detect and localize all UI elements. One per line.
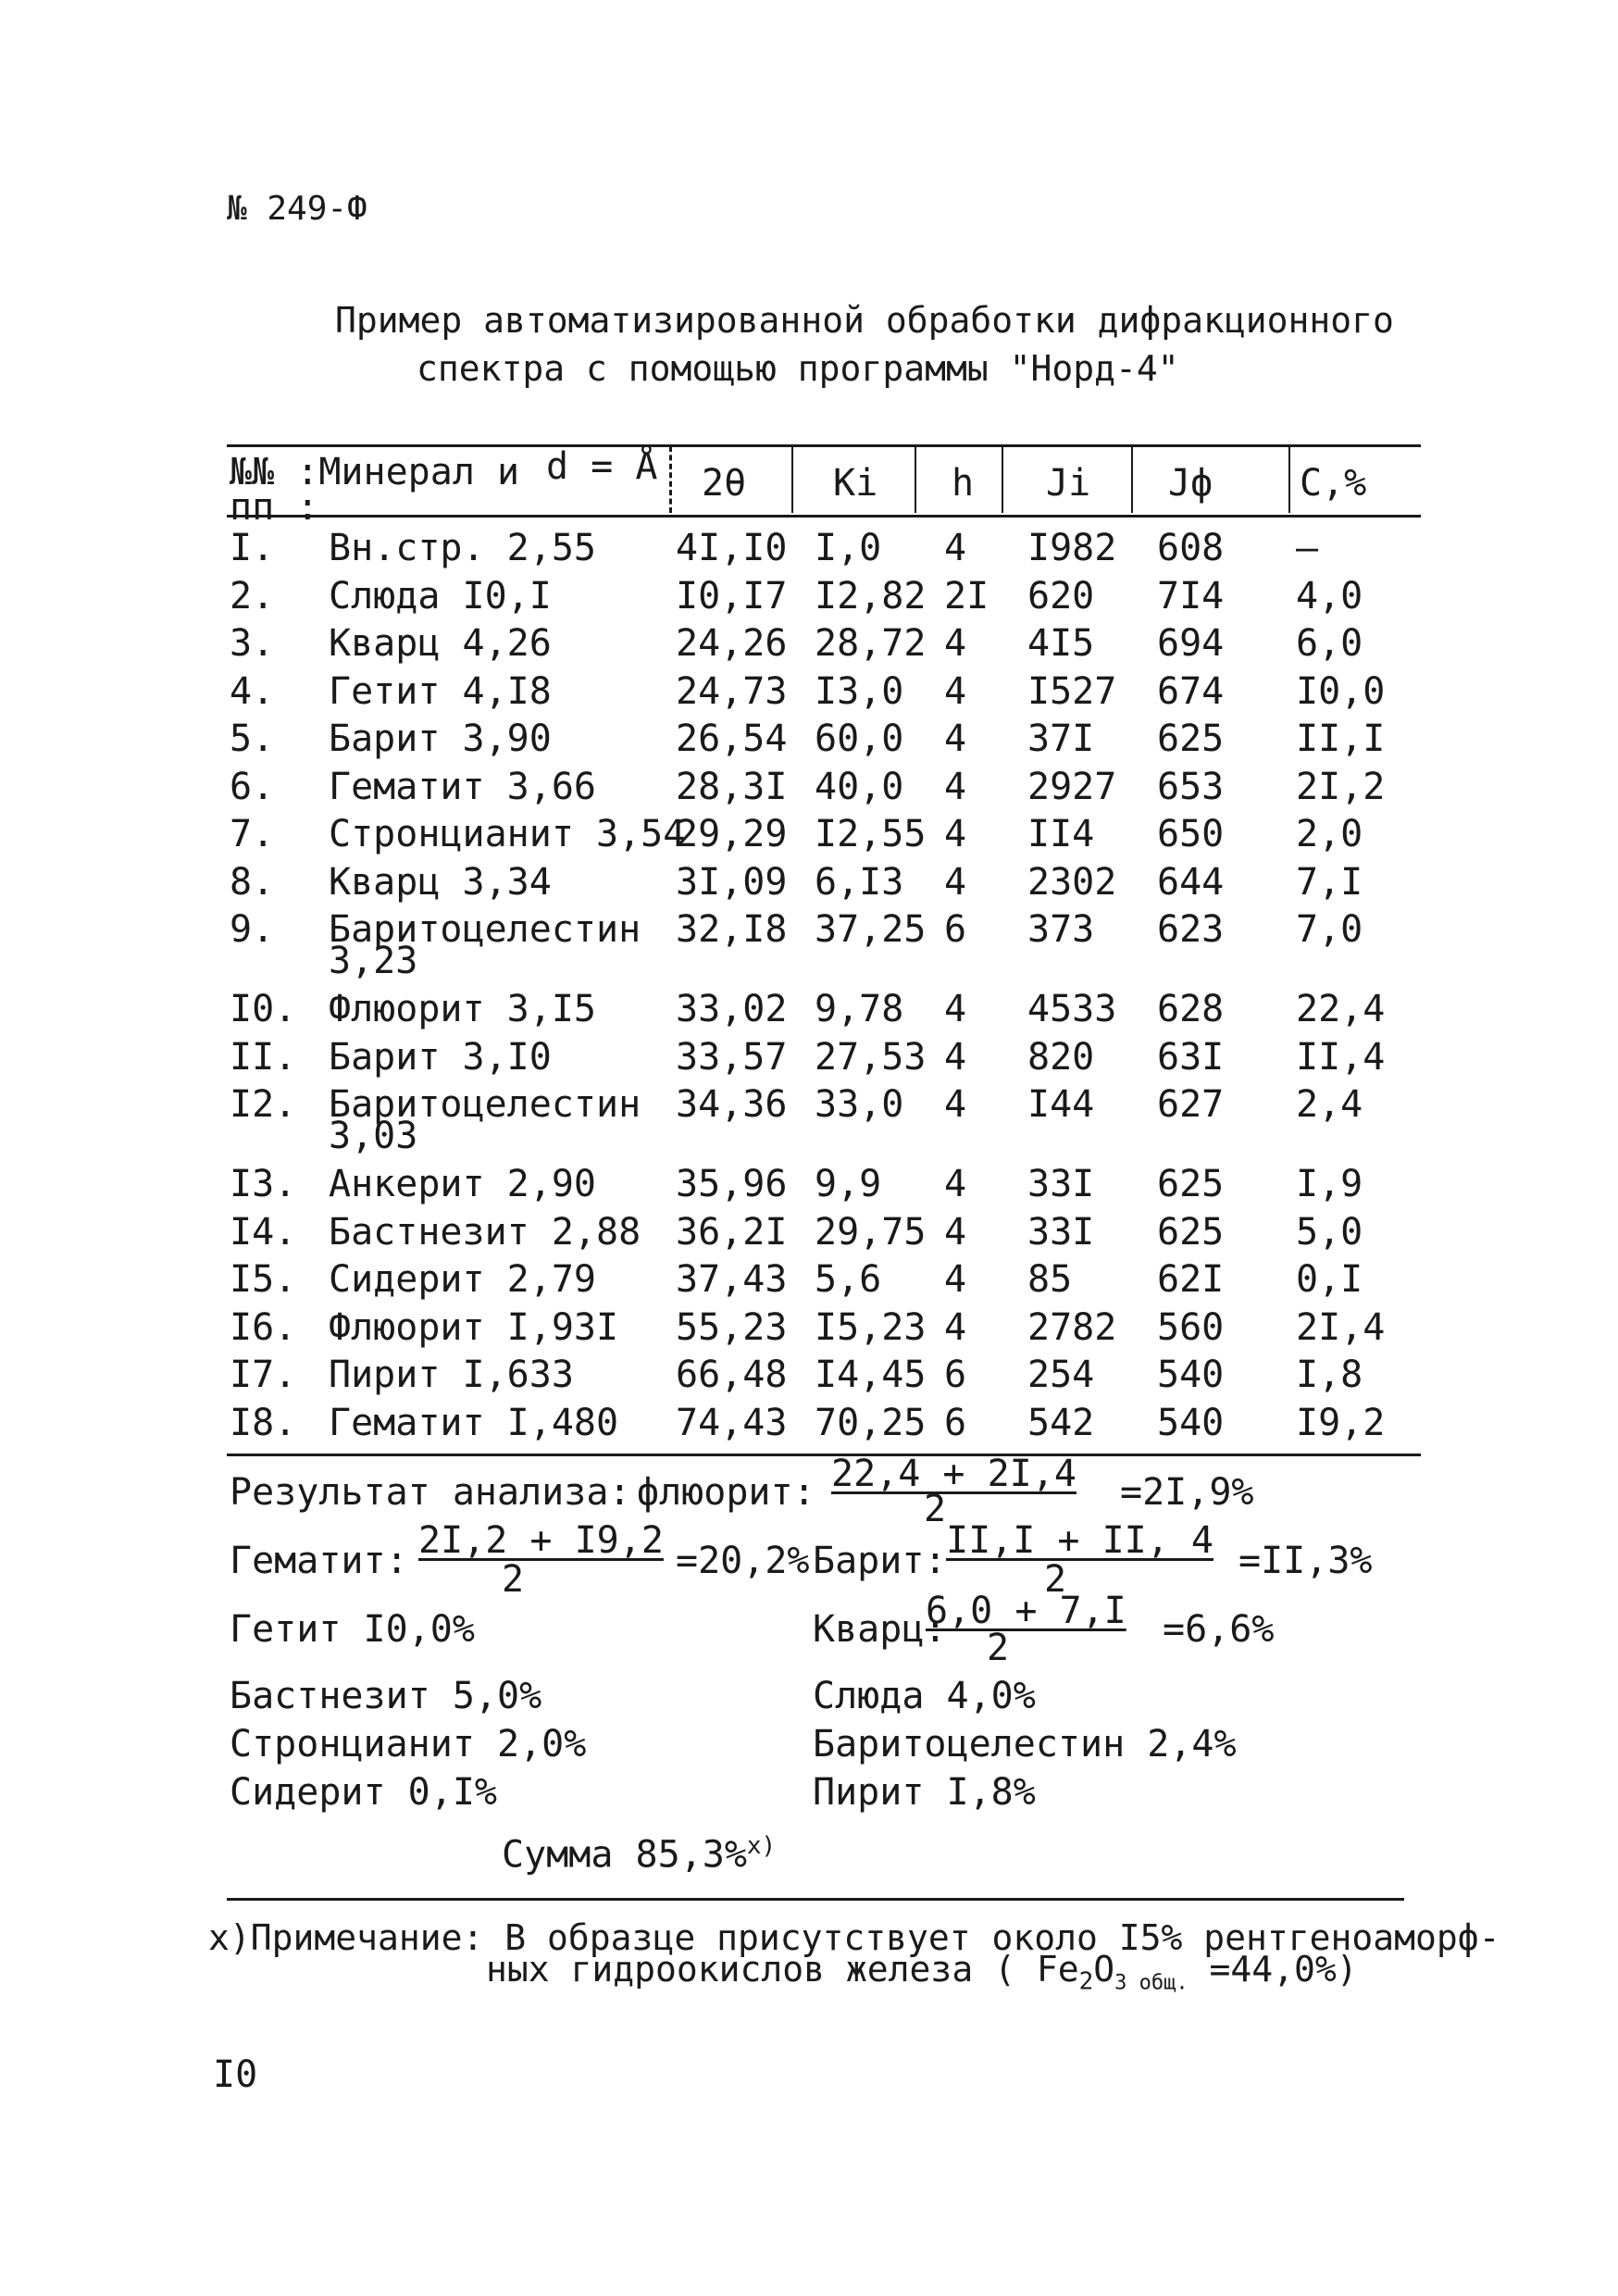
cell-jf: 560 — [1157, 1305, 1225, 1349]
cell-two-theta: 66,48 — [676, 1354, 788, 1396]
hematite-denominator: 2 — [502, 1558, 525, 1601]
cell-jf: 623 — [1157, 908, 1225, 951]
cell-c-percent: I0,0 — [1296, 669, 1386, 713]
document-number: № 249-Ф — [227, 190, 367, 228]
header-ki: Ki — [833, 462, 878, 505]
cell-c-percent: 6,0 — [1296, 622, 1363, 665]
cell-jf: 625 — [1157, 1163, 1225, 1205]
cell-ki: I2,82 — [815, 574, 927, 618]
cell-ki: 9,9 — [815, 1163, 882, 1205]
cell-h: 4 — [944, 527, 967, 569]
cell-mineral: Пирит I,633 — [329, 1354, 574, 1396]
cell-h: 4 — [944, 813, 967, 855]
cell-jf: 694 — [1157, 622, 1225, 665]
cell-number: I5. — [230, 1258, 297, 1301]
barytocelestine-result: Баритоцелестин 2,4% — [813, 1723, 1237, 1766]
cell-mineral: Гетит 4,I8 — [329, 669, 552, 713]
cell-mineral: Анкерит 2,90 — [329, 1163, 596, 1205]
cell-c-percent: I,8 — [1296, 1354, 1363, 1396]
cell-jf: 63I — [1157, 1035, 1225, 1079]
barite-denominator: 2 — [1044, 1558, 1067, 1601]
fluorite-label: флюорит: — [637, 1471, 815, 1514]
title-line-1: Пример автоматизированной обработки дифракционного — [335, 300, 1394, 341]
cell-number: 8. — [230, 860, 275, 904]
cell-ki: I5,23 — [815, 1305, 927, 1349]
cell-ji: 4533 — [1027, 988, 1117, 1030]
cell-mineral: Бастнезит 2,88 — [329, 1210, 641, 1254]
cell-number: 3. — [230, 622, 275, 665]
cell-ki: 27,53 — [815, 1035, 927, 1079]
cell-two-theta: 34,36 — [676, 1083, 788, 1126]
cell-h: 4 — [944, 669, 967, 713]
cell-h: 6 — [944, 1401, 967, 1444]
cell-ji: I44 — [1027, 1083, 1095, 1126]
cell-number: I6. — [230, 1305, 297, 1349]
cell-h: 4 — [944, 765, 967, 808]
table-bottom-rule — [227, 1454, 1421, 1456]
fluorite-numerator: 22,4 + 2I,4 — [831, 1453, 1077, 1495]
cell-c-percent: 4,0 — [1296, 574, 1363, 618]
cell-jf: 625 — [1157, 718, 1225, 760]
cell-c-percent: 0,I — [1296, 1258, 1363, 1301]
header-pp: пп : — [230, 486, 319, 529]
cell-h: 4 — [944, 718, 967, 760]
cell-jf: 7I4 — [1157, 574, 1225, 618]
header-two-theta: 2θ — [702, 462, 747, 505]
cell-jf: 627 — [1157, 1083, 1225, 1126]
cell-mineral: Флюорит I,93I — [329, 1305, 619, 1349]
quartz-result: =6,6% — [1163, 1608, 1275, 1651]
cell-mineral: Баритоцелестин — [329, 908, 641, 951]
cell-ji: I527 — [1027, 669, 1117, 713]
cell-ki: 40,0 — [815, 765, 904, 808]
cell-ji: 820 — [1027, 1035, 1095, 1079]
goethite-result: Гетит I0,0% — [230, 1608, 475, 1651]
header-c-percent: C,% — [1300, 462, 1367, 505]
cell-ki: I2,55 — [815, 813, 927, 855]
cell-ji: 33I — [1027, 1163, 1095, 1205]
cell-ki: I3,0 — [815, 669, 904, 713]
cell-ki: 33,0 — [815, 1083, 904, 1126]
cell-mineral: Баритоцелестин — [329, 1083, 641, 1126]
cell-ki: 5,6 — [815, 1258, 882, 1301]
cell-c-percent: 22,4 — [1296, 988, 1386, 1030]
quartz-denominator: 2 — [987, 1627, 1010, 1669]
results-label: Результат анализа: — [230, 1471, 631, 1514]
sum-total: Сумма 85,3%$^{x)}$ — [502, 1832, 777, 1877]
cell-ji: 33I — [1027, 1210, 1095, 1254]
bastnasite-result: Бастнезит 5,0% — [230, 1675, 542, 1717]
hematite-result: =20,2% — [676, 1540, 810, 1582]
cell-two-theta: 26,54 — [676, 718, 788, 760]
cell-number: I7. — [230, 1354, 297, 1396]
mica-result: Слюда 4,0% — [813, 1675, 1036, 1717]
cell-h: 4 — [944, 860, 967, 904]
column-divider — [1288, 446, 1290, 513]
cell-h: 4 — [944, 1305, 967, 1349]
cell-ki: 29,75 — [815, 1210, 927, 1254]
cell-two-theta: I0,I7 — [676, 574, 788, 618]
cell-ki: 37,25 — [815, 908, 927, 951]
column-divider — [669, 446, 672, 513]
header-number-mineral: №№ :Минерал и — [230, 451, 520, 493]
cell-h: 2I — [944, 574, 989, 618]
cell-c-percent: 7,0 — [1296, 908, 1363, 951]
footnote-rule — [227, 1898, 1404, 1901]
cell-h: 4 — [944, 622, 967, 665]
cell-ki: I4,45 — [815, 1354, 927, 1396]
cell-ki: 6,I3 — [815, 860, 904, 904]
cell-jf: 653 — [1157, 765, 1225, 808]
cell-ki: I,0 — [815, 527, 882, 569]
cell-number: 6. — [230, 765, 275, 808]
cell-ki: 60,0 — [815, 718, 904, 760]
cell-number: 2. — [230, 574, 275, 618]
footnote-line-1: x)Примечание: В образце присутствует около I5% рентгеноаморф- — [208, 1917, 1500, 1958]
quartz-numerator: 6,0 + 7,I — [926, 1590, 1126, 1632]
pyrite-result: Пирит I,8% — [813, 1771, 1036, 1814]
cell-number: I8. — [230, 1401, 297, 1444]
cell-c-percent: I9,2 — [1296, 1401, 1386, 1444]
cell-h: 4 — [944, 1258, 967, 1301]
cell-h: 4 — [944, 988, 967, 1030]
cell-ji: 85 — [1027, 1258, 1073, 1301]
cell-two-theta: 74,43 — [676, 1401, 788, 1444]
cell-number: II. — [230, 1035, 297, 1079]
fluorite-result: =2I,9% — [1120, 1471, 1254, 1514]
cell-jf: 608 — [1157, 527, 1225, 569]
cell-ki: 9,78 — [815, 988, 904, 1030]
page-number: I0 — [213, 2053, 258, 2096]
cell-c-percent: II,4 — [1296, 1035, 1386, 1079]
cell-jf: 540 — [1157, 1354, 1225, 1396]
cell-two-theta: 28,3I — [676, 765, 788, 808]
cell-ji: 37I — [1027, 718, 1095, 760]
cell-mineral: Кварц 3,34 — [329, 860, 552, 904]
cell-mineral: Слюда I0,I — [329, 574, 552, 618]
cell-number: 7. — [230, 813, 275, 855]
cell-c-percent: 5,0 — [1296, 1210, 1363, 1254]
strontianite-result: Стронцианит 2,0% — [230, 1723, 587, 1766]
cell-mineral-continued: 3,23 — [329, 940, 418, 982]
cell-jf: 62I — [1157, 1258, 1225, 1301]
cell-number: I0. — [230, 988, 297, 1030]
cell-c-percent: 2,4 — [1296, 1083, 1363, 1126]
cell-number: I. — [230, 527, 275, 569]
cell-ji: 373 — [1027, 908, 1095, 951]
cell-jf: 628 — [1157, 988, 1225, 1030]
cell-h: 6 — [944, 908, 967, 951]
quartz-label: Кварц: — [813, 1608, 947, 1651]
fluorite-denominator: 2 — [924, 1488, 947, 1530]
cell-number: 4. — [230, 669, 275, 713]
cell-mineral: Гематит I,480 — [329, 1401, 619, 1444]
cell-two-theta: 33,02 — [676, 988, 788, 1030]
table-header-rule — [227, 515, 1421, 518]
cell-two-theta: 4I,I0 — [676, 527, 788, 569]
cell-two-theta: 37,43 — [676, 1258, 788, 1301]
header-h: h — [952, 462, 975, 505]
footnote-line-2: ных гидроокислов железа ( $Fe_2O_{3 общ.} =44,0\%$) — [486, 1949, 1358, 1996]
barite-numerator: II,I + II, 4 — [946, 1519, 1214, 1562]
cell-jf: 644 — [1157, 860, 1225, 904]
column-divider — [791, 446, 793, 513]
cell-ji: 620 — [1027, 574, 1095, 618]
cell-number: I3. — [230, 1163, 297, 1205]
cell-jf: 650 — [1157, 813, 1225, 855]
cell-two-theta: 35,96 — [676, 1163, 788, 1205]
siderite-result: Сидерит 0,I% — [230, 1771, 497, 1814]
cell-h: 4 — [944, 1163, 967, 1205]
cell-mineral-continued: 3,03 — [329, 1115, 418, 1157]
cell-two-theta: 32,I8 — [676, 908, 788, 951]
cell-h: 4 — [944, 1210, 967, 1254]
cell-ji: 4I5 — [1027, 622, 1095, 665]
cell-number: 5. — [230, 718, 275, 760]
cell-mineral: Флюорит 3,I5 — [329, 988, 596, 1030]
cell-ji: I982 — [1027, 527, 1117, 569]
cell-h: 4 — [944, 1083, 967, 1126]
cell-jf: 625 — [1157, 1210, 1225, 1254]
cell-two-theta: 33,57 — [676, 1035, 788, 1079]
cell-mineral: Кварц 4,26 — [329, 622, 552, 665]
cell-ji: 2927 — [1027, 765, 1117, 808]
cell-mineral: Вн.стр. 2,55 — [329, 527, 596, 569]
barite-label: Барит: — [813, 1540, 947, 1582]
cell-c-percent: 7,I — [1296, 860, 1363, 904]
header-d-spacing: d = Å — [546, 445, 658, 488]
cell-ji: 542 — [1027, 1401, 1095, 1444]
barite-result: =II,3% — [1238, 1540, 1373, 1582]
cell-ji: 2302 — [1027, 860, 1117, 904]
cell-c-percent: II,I — [1296, 718, 1386, 760]
column-divider — [915, 446, 916, 513]
column-divider — [1002, 446, 1003, 513]
cell-jf: 540 — [1157, 1401, 1225, 1444]
cell-ji: 2782 — [1027, 1305, 1117, 1349]
cell-mineral: Гематит 3,66 — [329, 765, 596, 808]
cell-mineral: Сидерит 2,79 — [329, 1258, 596, 1301]
hematite-label: Гематит: — [230, 1540, 408, 1582]
cell-ki: 28,72 — [815, 622, 927, 665]
cell-number: I4. — [230, 1210, 297, 1254]
hematite-numerator: 2I,2 + I9,2 — [418, 1519, 664, 1562]
cell-mineral: Стронцианит 3,54 — [329, 813, 686, 855]
cell-jf: 674 — [1157, 669, 1225, 713]
cell-h: 6 — [944, 1354, 967, 1396]
table-top-rule — [227, 444, 1421, 447]
cell-mineral: Барит 3,I0 — [329, 1035, 552, 1079]
cell-two-theta: 24,73 — [676, 669, 788, 713]
cell-number: I2. — [230, 1083, 297, 1126]
cell-two-theta: 29,29 — [676, 813, 788, 855]
header-ji: Ji — [1046, 462, 1091, 505]
cell-ji: II4 — [1027, 813, 1095, 855]
cell-ki: 70,25 — [815, 1401, 927, 1444]
cell-two-theta: 36,2I — [676, 1210, 788, 1254]
cell-c-percent: 2I,4 — [1296, 1305, 1386, 1349]
cell-two-theta: 55,23 — [676, 1305, 788, 1349]
cell-c-percent: 2I,2 — [1296, 765, 1386, 808]
cell-number: 9. — [230, 908, 275, 951]
cell-c-percent: 2,0 — [1296, 813, 1363, 855]
cell-c-percent: – — [1296, 527, 1319, 569]
cell-ji: 254 — [1027, 1354, 1095, 1396]
header-jf: Jф — [1168, 462, 1214, 505]
cell-two-theta: 24,26 — [676, 622, 788, 665]
cell-mineral: Барит 3,90 — [329, 718, 552, 760]
cell-h: 4 — [944, 1035, 967, 1079]
cell-two-theta: 3I,09 — [676, 860, 788, 904]
title-line-2: спектра с помощью программы "Норд-4" — [417, 348, 1179, 389]
cell-c-percent: I,9 — [1296, 1163, 1363, 1205]
column-divider — [1131, 446, 1133, 513]
